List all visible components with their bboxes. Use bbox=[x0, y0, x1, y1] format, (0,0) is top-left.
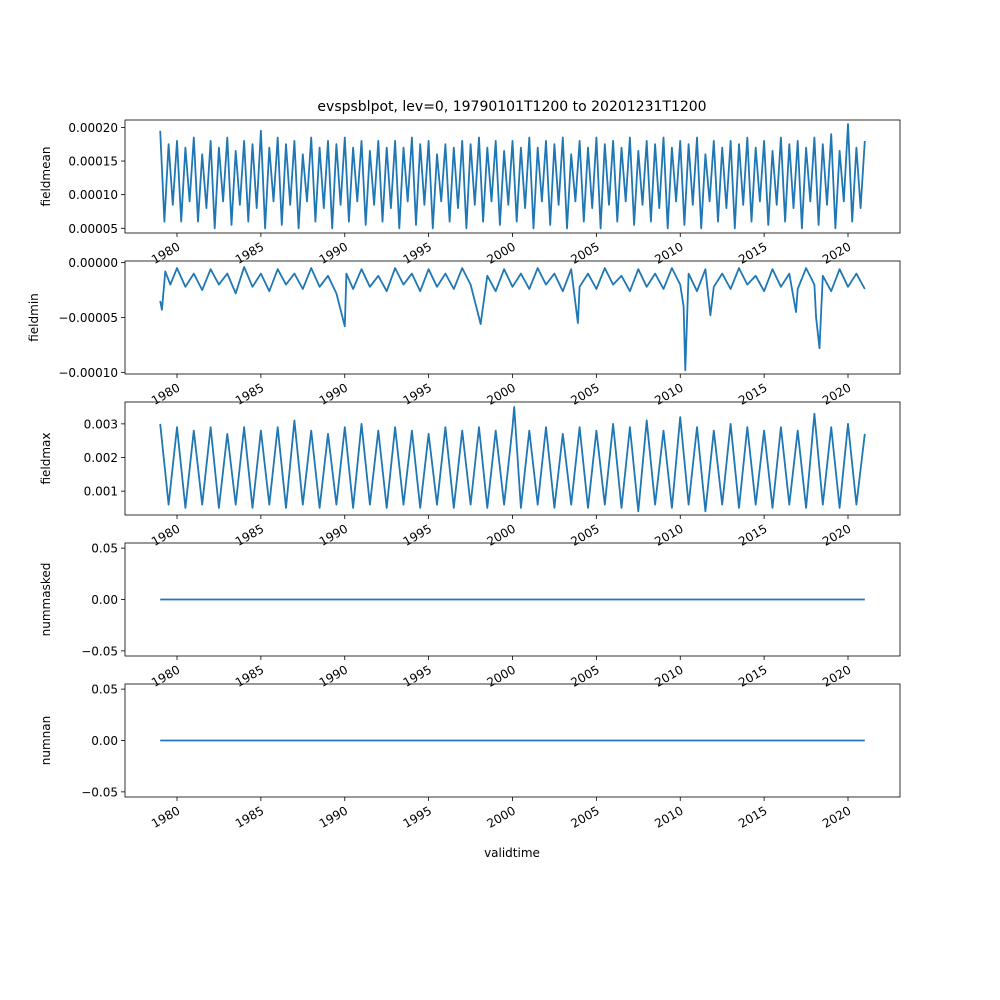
x-tick-label: 1985 bbox=[232, 521, 267, 549]
x-tick-label: 2000 bbox=[484, 239, 518, 267]
y-tick-label: 0.05 bbox=[91, 541, 118, 556]
y-tick-label: −0.00005 bbox=[58, 311, 118, 325]
x-tick-label: 2015 bbox=[736, 662, 770, 690]
x-tick-label: 2000 bbox=[484, 380, 518, 408]
y-tick-label: 0.00 bbox=[91, 593, 118, 607]
y-tick-label: 0.00 bbox=[91, 734, 118, 748]
y-axis-label: fieldmin bbox=[27, 293, 41, 342]
x-tick-label: 1985 bbox=[232, 662, 267, 690]
x-tick-label: 2010 bbox=[652, 239, 686, 267]
y-tick-label: 0.00000 bbox=[68, 256, 118, 271]
x-tick-label: 1990 bbox=[316, 239, 351, 267]
x-tick-label: 2005 bbox=[568, 380, 602, 408]
y-tick-label: −0.05 bbox=[81, 785, 118, 800]
y-tick-label: 0.00015 bbox=[68, 154, 118, 169]
x-tick-label: 2020 bbox=[820, 239, 854, 267]
y-tick-label: 0.05 bbox=[91, 682, 118, 697]
x-tick-label: 1995 bbox=[400, 380, 435, 408]
panel-fieldmax bbox=[39, 402, 900, 549]
x-tick-label: 2015 bbox=[736, 239, 770, 267]
x-tick-label: 2010 bbox=[652, 380, 686, 408]
y-axis-label: fieldmean bbox=[39, 146, 53, 207]
x-tick-label: 1985 bbox=[232, 239, 267, 267]
panel-fieldmin bbox=[27, 256, 900, 408]
y-axis-label: fieldmax bbox=[39, 432, 53, 485]
x-tick-label: 2005 bbox=[568, 521, 602, 549]
x-axis-label: validtime bbox=[484, 846, 540, 860]
x-tick-label: 1990 bbox=[316, 803, 351, 831]
x-tick-label: 1990 bbox=[316, 521, 351, 549]
x-tick-label: 2020 bbox=[820, 803, 854, 831]
x-tick-label: 1995 bbox=[400, 521, 435, 549]
x-tick-label: 1985 bbox=[232, 803, 267, 831]
y-tick-label: 0.00010 bbox=[68, 188, 118, 203]
x-tick-label: 2015 bbox=[736, 380, 770, 408]
panels bbox=[27, 120, 900, 831]
x-tick-label: 1990 bbox=[316, 662, 351, 690]
x-tick-label: 1980 bbox=[149, 380, 183, 408]
x-tick-label: 1980 bbox=[149, 803, 183, 831]
x-tick-label: 2005 bbox=[568, 803, 602, 831]
x-tick-label: 1995 bbox=[400, 239, 435, 267]
panel-fieldmean bbox=[39, 120, 900, 267]
x-tick-label: 1995 bbox=[400, 662, 435, 690]
x-tick-label: 2015 bbox=[736, 521, 770, 549]
x-tick-label: 2005 bbox=[568, 239, 602, 267]
x-tick-label: 2015 bbox=[736, 803, 770, 831]
x-tick-label: 2020 bbox=[820, 662, 854, 690]
x-tick-label: 1980 bbox=[149, 521, 183, 549]
x-tick-label: 2010 bbox=[652, 521, 686, 549]
x-tick-label: 2000 bbox=[484, 662, 518, 690]
x-tick-label: 2010 bbox=[652, 803, 686, 831]
y-axis-label: nummasked bbox=[39, 562, 53, 637]
x-tick-label: 1990 bbox=[316, 380, 351, 408]
x-tick-label: 1980 bbox=[149, 662, 183, 690]
y-tick-label: −0.05 bbox=[81, 644, 118, 659]
panel-numnan bbox=[39, 683, 900, 831]
series-line-fieldmean bbox=[160, 124, 865, 228]
x-tick-label: 1980 bbox=[149, 239, 183, 267]
y-tick-label: 0.003 bbox=[83, 417, 118, 432]
x-tick-label: 2020 bbox=[820, 380, 854, 408]
x-tick-label: 2010 bbox=[652, 662, 686, 690]
y-tick-label: 0.002 bbox=[83, 450, 118, 465]
y-tick-label: 0.00020 bbox=[68, 120, 118, 135]
series-line-fieldmin bbox=[160, 267, 865, 370]
y-tick-label: −0.00010 bbox=[58, 365, 118, 380]
x-tick-label: 1985 bbox=[232, 380, 267, 408]
y-tick-label: 0.001 bbox=[83, 484, 118, 499]
x-tick-label: 2000 bbox=[484, 803, 518, 831]
panel-nummasked bbox=[39, 542, 900, 690]
x-tick-label: 1995 bbox=[400, 803, 435, 831]
chart-title: evspsblpot, lev=0, 19790101T1200 to 20201231T1200 bbox=[317, 99, 707, 115]
x-tick-label: 2000 bbox=[484, 521, 518, 549]
series-line-fieldmax bbox=[160, 407, 865, 511]
y-tick-label: 0.00005 bbox=[68, 221, 118, 236]
x-tick-label: 2020 bbox=[820, 521, 854, 549]
y-axis-label: numnan bbox=[39, 715, 53, 766]
x-tick-label: 2005 bbox=[568, 662, 602, 690]
